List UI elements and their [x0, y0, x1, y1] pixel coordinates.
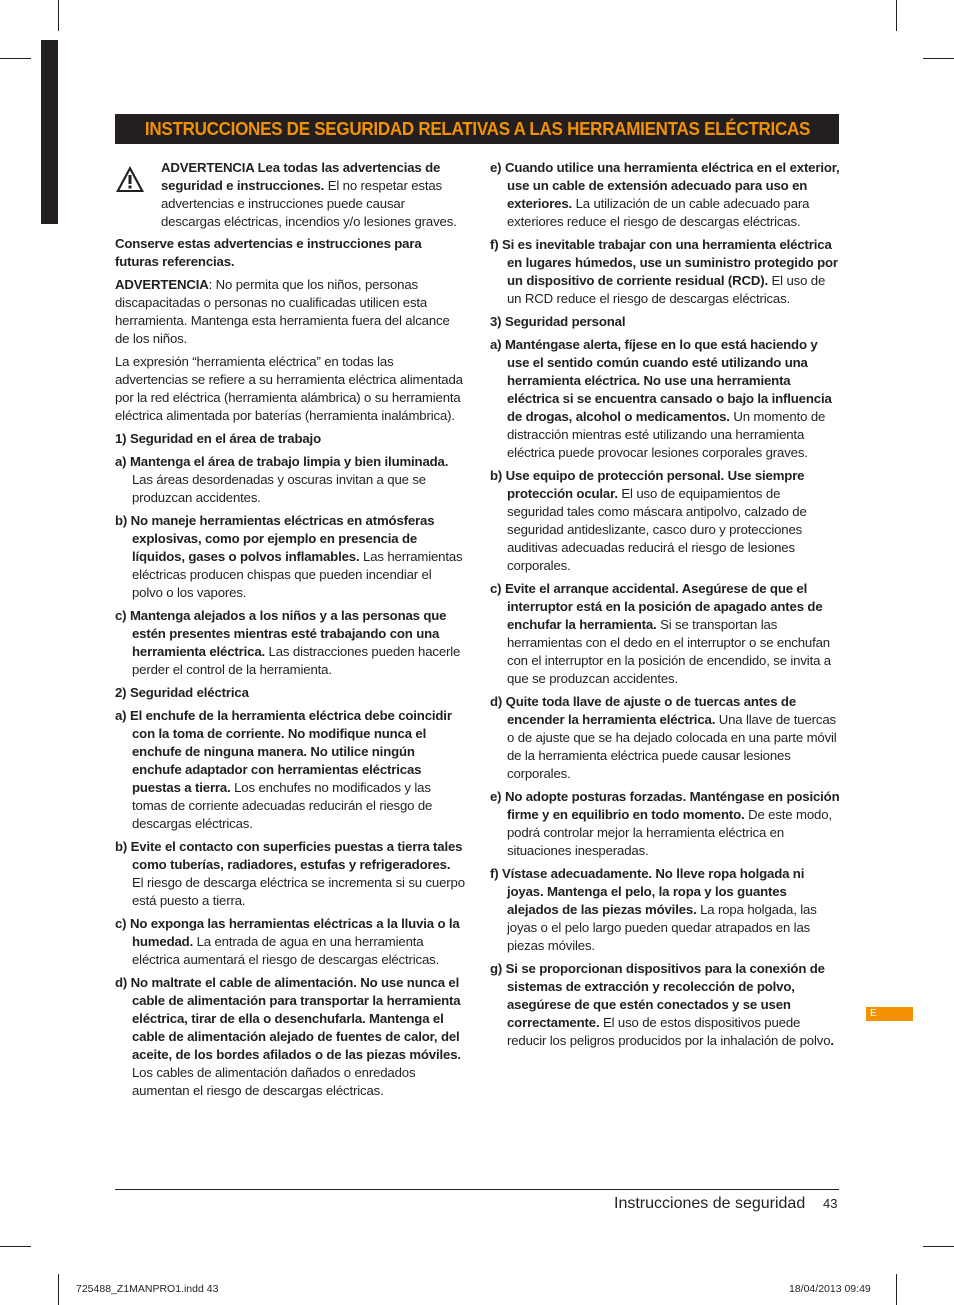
list-item	[490, 159, 840, 231]
crop-mark	[0, 1246, 31, 1247]
list-item	[490, 467, 840, 575]
item-end: .	[830, 1033, 834, 1048]
list-item	[115, 838, 465, 910]
item-bold: f) Si es inevitable trabajar con una herramienta eléctrica en lugares húmedos, use un suministro protegido por un dispositivo de corriente residual (RCD).	[490, 237, 838, 288]
item-text: Los enchufes no modificados y las tomas de corriente adecuadas reducirán el riesgo de descargas eléctricas.	[132, 780, 433, 831]
header-bar	[115, 114, 839, 144]
list-item	[490, 693, 840, 783]
warning-bold: ADVERTENCIA Lea todas las advertencias de seguridad e instrucciones.	[161, 160, 441, 193]
crop-mark	[896, 0, 897, 31]
item-bold: a) Manténgase alerta, fíjese en lo que está haciendo y use el sentido común cuando esté utilizando una herramienta eléctrica. No use una herramienta eléctrica si se encuentra cansado o bajo la influencia de drogas, alcohol o medicamentos.	[490, 337, 832, 424]
left-column	[115, 159, 465, 1105]
section-tab-marker	[41, 40, 58, 224]
list-item	[115, 915, 465, 969]
footer-divider	[115, 1189, 839, 1190]
footer-label: Instrucciones de seguridad	[614, 1195, 806, 1212]
item-bold: d) No maltrate el cable de alimentación. No use nunca el cable de alimentación para transportar la herramienta eléctrica, tirar de ella o desenchufarla. Mantenga el cable de alimentación alejado de fuentes de calor, del aceite, de los bordes afilados o de las piezas móviles.	[115, 975, 461, 1062]
item-text: La entrada de agua en una herramienta eléctrica aumentará el riesgo de descargas eléctricas.	[132, 934, 440, 967]
list-item	[115, 512, 465, 602]
warning-block	[115, 159, 465, 231]
item-bold: d) Quite toda llave de ajuste o de tuercas antes de encender la herramienta eléctrica.	[490, 694, 797, 727]
item-text: La ropa holgada, las joyas o el pelo largo pueden quedar atrapados en las piezas móviles.	[507, 902, 817, 953]
page-title: INSTRUCCIONES DE SEGURIDAD RELATIVAS A LAS HERRAMIENTAS ELÉCTRICAS	[144, 118, 810, 139]
list-item	[115, 453, 465, 507]
list-item	[115, 974, 465, 1100]
list-item	[490, 336, 840, 462]
section-heading-1: 1) Seguridad en el área de trabajo	[115, 431, 321, 446]
advertencia-text: : No permita que los niños, personas discapacitadas o personas no cualificadas utilicen esta herramienta. Mantenga esta herramienta fuera del alcance de los niños.	[115, 277, 450, 346]
crop-mark	[58, 1274, 59, 1305]
crop-mark	[58, 0, 59, 31]
crop-mark	[896, 1274, 897, 1305]
item-bold: b) Use equipo de protección personal. Use siempre protección ocular.	[490, 468, 805, 501]
item-bold: e) No adopte posturas forzadas. Manténgase en posición firme y en equilibrio en todo momento.	[490, 789, 840, 822]
item-text: Un momento de distracción mientras esté utilizando una herramienta eléctrica puede provocar lesiones corporales graves.	[507, 409, 826, 460]
slug-date: 18/04/2013 09:49	[789, 1283, 871, 1295]
item-text: Las áreas desordenadas y oscuras invitan a que se produzcan accidentes.	[132, 472, 426, 505]
crop-mark	[923, 1246, 954, 1247]
warning-text	[161, 159, 465, 231]
item-bold: e) Cuando utilice una herramienta eléctrica en el exterior, use un cable de extensión adecuado para uso en exteriores.	[490, 160, 840, 211]
item-text: El uso de un RCD reduce el riesgo de descargas eléctricas.	[507, 273, 826, 306]
expression-paragraph: La expresión “herramienta eléctrica” en todas las advertencias se refiere a su herramienta eléctrica alimentada por la red eléctrica (herramienta alámbrica) o su herramienta eléctrica alimentada por baterías (herramienta inalámbrica).	[115, 354, 463, 423]
item-bold: a) Mantenga el área de trabajo limpia y bien iluminada.	[115, 454, 449, 469]
slug-file: 725488_Z1MANPRO1.indd 43	[76, 1283, 219, 1295]
item-bold: g) Si se proporcionan dispositivos para la conexión de sistemas de extracción y recolección de polvo, asegúrese de que estén conectados y se usen correctamente.	[490, 961, 825, 1030]
item-text: La utilización de un cable adecuado para exteriores reduce el riesgo de descargas eléctricas.	[507, 196, 810, 229]
item-text: El uso de estos dispositivos puede reducir los peligros producidos por la inhalación de polvo	[507, 1015, 831, 1048]
advertencia-label: ADVERTENCIA	[115, 277, 209, 292]
item-bold: c) Mantenga alejados a los niños y a las personas que estén presentes mientras esté trabajando con una herramienta eléctrica.	[115, 608, 447, 659]
item-bold: b) No maneje herramientas eléctricas en atmósferas explosivas, como por ejemplo en presencia de líquidos, gases o polvos inflamables.	[115, 513, 435, 564]
item-text: De este modo, podrá controlar mejor la herramienta eléctrica en situaciones inesperadas.	[507, 807, 832, 858]
warning-body: El no respetar estas advertencias e instrucciones puede causar descargas eléctricas, incendios y/o lesiones graves.	[161, 178, 457, 229]
item-text: Una llave de tuercas o de ajuste que se ha dejado colocada en una parte móvil de la herramienta eléctrica puede causar lesiones corporales.	[507, 712, 837, 781]
item-bold: b) Evite el contacto con superficies puestas a tierra tales como tuberías, radiadores, estufas y refrigeradores.	[115, 839, 463, 872]
item-text: El riesgo de descarga eléctrica se incrementa si su cuerpo está puesto a tierra.	[132, 875, 465, 908]
crop-mark	[923, 58, 954, 59]
list-item	[115, 707, 465, 833]
list-item	[490, 960, 840, 1050]
list-item	[115, 607, 465, 679]
right-column	[490, 159, 840, 1055]
list-item	[490, 580, 840, 688]
item-text: Las herramientas eléctricas producen chispas que pueden incendiar el polvo o los vapores.	[132, 549, 463, 600]
item-text: Los cables de alimentación dañados o enredados aumentan el riesgo de descargas eléctricas.	[132, 1065, 416, 1098]
item-bold: c) No exponga las herramientas eléctricas a la lluvia o la humedad.	[115, 916, 460, 949]
section-heading-2: 2) Seguridad eléctrica	[115, 685, 249, 700]
item-text: Las distracciones pueden hacerle perder el control de la herramienta.	[132, 644, 461, 677]
list-item	[490, 236, 840, 308]
item-bold: f) Vístase adecuadamente. No lleve ropa holgada ni joyas. Mantenga el pelo, la ropa y los guantes alejados de las piezas móviles.	[490, 866, 805, 917]
item-bold: c) Evite el arranque accidental. Asegúrese de que el interruptor está en la posición de apagado antes de enchufar la herramienta.	[490, 581, 823, 632]
item-text: El uso de equipamientos de seguridad tales como máscara antipolvo, calzado de seguridad antideslizante, casco duro y protecciones auditivas adecuadas reducirá el riesgo de lesiones corporales.	[507, 486, 807, 573]
list-item	[490, 788, 840, 860]
list-item	[490, 865, 840, 955]
warning-triangle-icon	[115, 159, 161, 231]
language-tab: E	[866, 1007, 913, 1021]
advertencia-paragraph	[115, 276, 465, 348]
conserve-note: Conserve estas advertencias e instrucciones para futuras referencias.	[115, 236, 422, 269]
crop-mark	[0, 58, 31, 59]
page-number: 43	[823, 1196, 838, 1211]
item-text: Si se transportan las herramientas con el dedo en el interruptor o se enchufan con el interruptor en la posición de encendido, se invita a que se produzcan accidentes.	[507, 617, 831, 686]
section-heading-3: 3) Seguridad personal	[490, 314, 626, 329]
item-bold: a) El enchufe de la herramienta eléctrica debe coincidir con la toma de corriente. No modifique nunca el enchufe de ninguna manera. No utilice ningún enchufe adaptador con herramientas eléctricas puestas a tierra.	[115, 708, 452, 795]
